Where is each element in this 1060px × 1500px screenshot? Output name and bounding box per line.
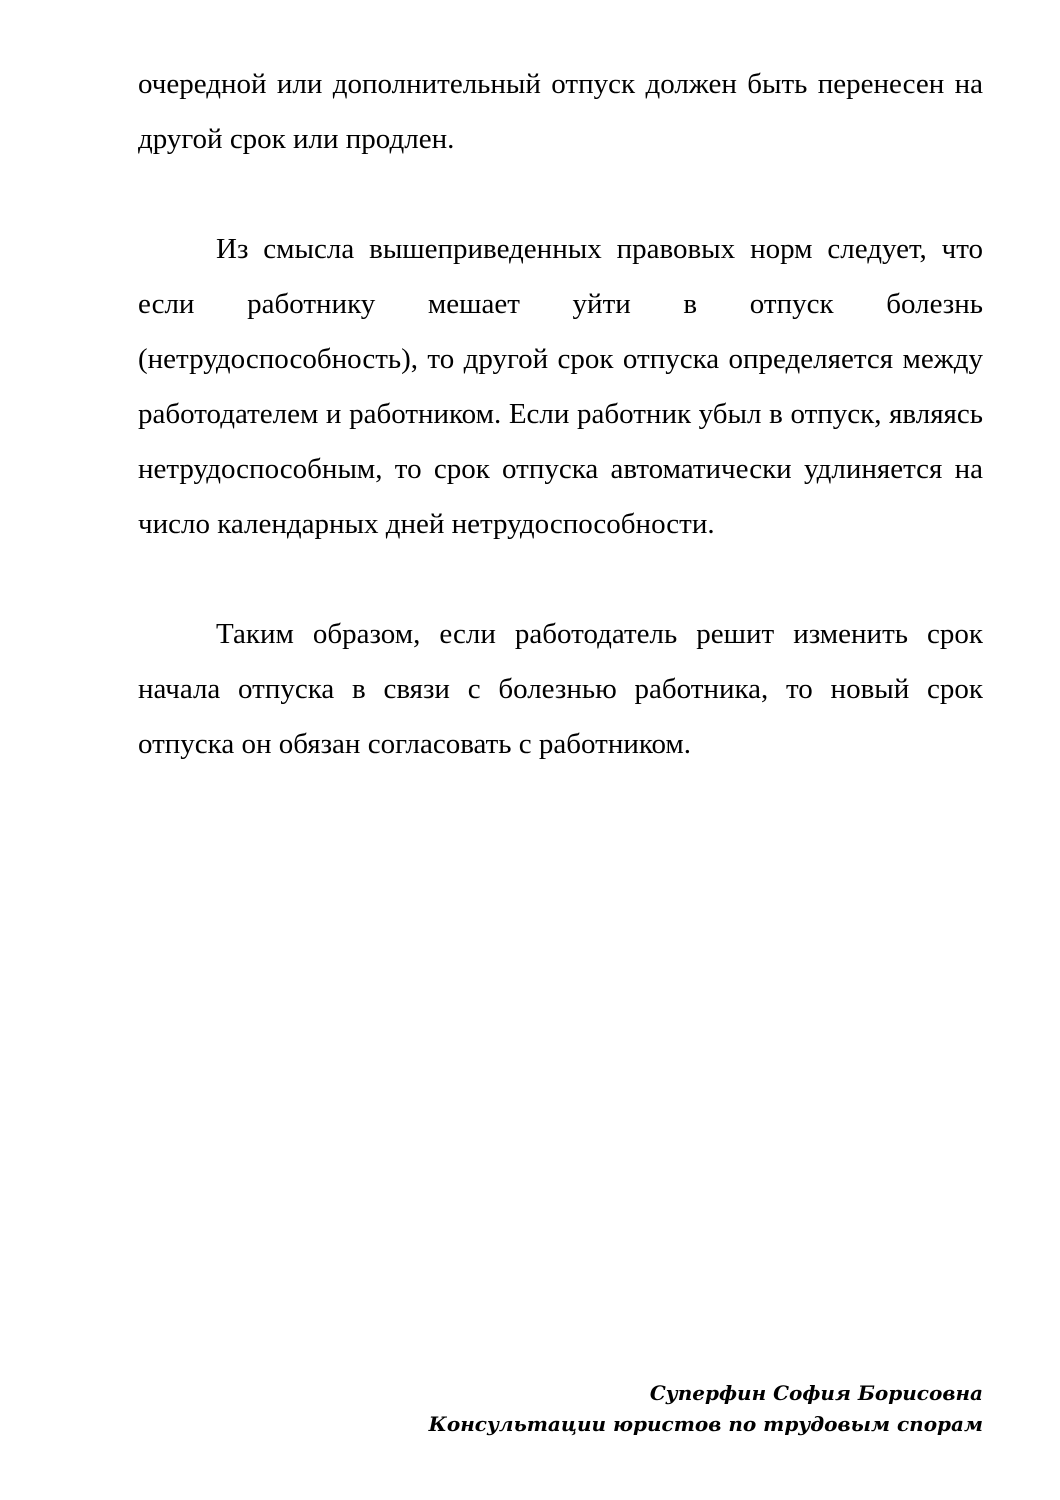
paragraph-continuation: очередной или дополнительный отпуск должен быть перенесен на другой срок или продлен. — [138, 68, 983, 155]
paragraph-conclusion: Таким образом, если работодатель решит изменить срок начала отпуска в связи с болезнью работника, то новый срок отпуска он обязан согласовать с работником. — [138, 618, 983, 760]
signature-title: Консультации юристов по трудовым спорам — [428, 1412, 983, 1436]
document-body — [138, 57, 983, 772]
paragraph-legal-norms: Из смысла вышеприведенных правовых норм следует, что если работнику мешает уйти в отпуск болезнь (нетрудоспособность), то другой срок отпуска определяется между работодателем и работником. Если работник убыл в отпуск, являясь нетрудоспособным, то срок отпуска автоматически удлиняется на число календарных дней нетрудоспособности. — [138, 233, 983, 540]
signature-block — [429, 1378, 983, 1440]
signature-name: Суперфин София Борисовна — [649, 1381, 983, 1405]
